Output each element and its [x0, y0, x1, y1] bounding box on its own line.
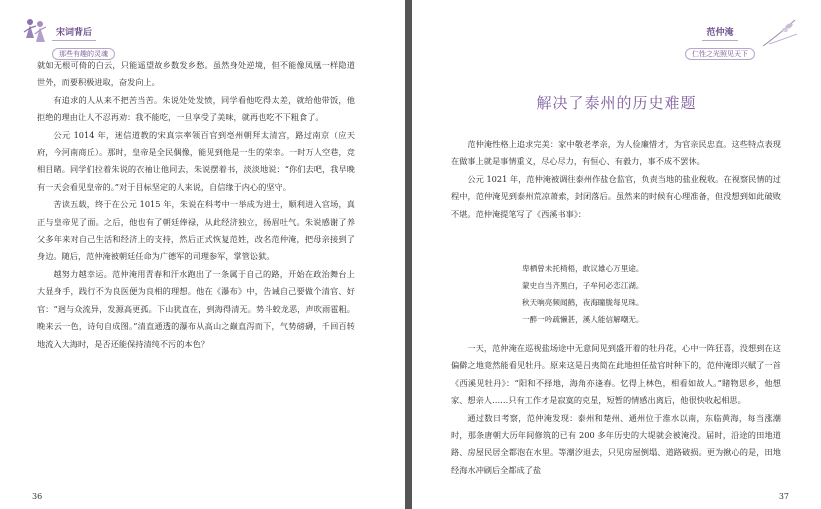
- paragraph: 有追求的人从来不把苦当苦。朱说处处发愤，同学看他吃得太差，就给他带饭，他拒绝的理由让人不忍再劝：我不能吃，一旦享受了美味，就再也吃不下粗食了。: [37, 94, 355, 123]
- poem-line: 一醉一吟疏懒甚，溪人能信解嘲无。: [522, 315, 644, 324]
- chapter-title: 解决了泰州的历史难题: [536, 94, 697, 112]
- paragraph: 苦读五载，终于在公元 1015 年，朱说在科考中一举成为进士，顺利进入官场，真正与皇帝见了面。之后，他也有了朝廷俸禄，从此经济独立，扬眉吐气。朱说感谢了养父多年来对自己生活和经济上的支持，然后正式恢复范姓，改名范仲淹，把母亲接到了身边。随后，范仲淹被朝廷任命为广德军的司理参军，掌管讼狱。: [37, 199, 355, 262]
- paragraph: 一天，范仲淹在巡视盐场途中无意间见到盛开着的牡丹花，心中一阵狂喜，没想到在这偏僻之地竟然能看见牡丹。原来这是吕夷简在此地担任盐官时种下的，范仲淹即兴赋了一首《西溪见牡丹》：“阳和不择地，海角亦逢春。忆得上林色，相看如故人。”睹物思乡，他想家、想亲人……只有工作才是寂寞的克星，短暂的情感出离后，他很快收起相思。: [451, 343, 781, 406]
- paragraph: 通过数日考察，范仲淹发现：泰州和楚州、通州位于淮水以南，东临黄海，每当涨潮时，那条唐朝大历年间修筑的已有 200 多年历史的大堤就会被淹没。届时，沿途的田地道路、房屋民居全都泡在水里。等潮汐退去，只见房屋倒塌、道路破损。更为揪心的是，田地经海水冲刷后全都成了盐: [451, 412, 781, 475]
- book-spine: [405, 0, 412, 509]
- left-header-subtitle: 那些有趣的灵魂: [52, 48, 115, 60]
- paragraph: 就如无根可倚的白云，只能遥望故乡数发乡愁。虽然身处逆境，但不能像凤凰一样隐道世外，而要积极进取，奋发向上。: [37, 60, 355, 88]
- poem-line: 秋天响亮频闻鹤，夜海瞳胧每见珠。: [522, 298, 644, 307]
- paragraph: 公元 1021 年，范仲淹被调往泰州作盐仓监官，负责当地的盐业税收。在视察民情的过程中，范仲淹见到泰州荒凉萧索，封闭落后。虽然来的时候有心理准备，但没想到如此破败不堪。范仲淹提笔写了《西溪书事》：: [451, 173, 781, 219]
- dancing-figures-icon: [22, 16, 48, 50]
- right-header: [649, 16, 799, 58]
- paragraph: 公元 1014 年，迷信道教的宋真宗率领百官到亳州朝拜太清宫，路过南京（应天府，今河南商丘）。那时，皇帝是全民偶像，能见到他是一生的荣幸。一时万人空巷，竞相目睹。同学们拉着朱说的衣袖让他同去，朱说摆着书，淡淡地说：“你们去吧，我早晚有一天会看见皇帝的。”对于目标坚定的人来说，自信缘于内心的坚守。: [37, 129, 355, 192]
- left-body-text: [37, 57, 355, 353]
- paragraph: 范仲淹性格上追求完美：家中敬老孝亲，为人俭廉惜才，为官亲民忠直。这些特点表现在做事上就是事情重义，尽心尽力，有恒心、有毅力，事不成不罢休。: [451, 139, 781, 167]
- left-page: [0, 0, 405, 509]
- left-header-title: 宋词背后: [52, 27, 96, 41]
- right-header-subtitle: 仁性之光照见天下: [685, 48, 755, 60]
- right-page: [412, 0, 821, 509]
- right-body-text-bottom: [451, 340, 781, 479]
- left-header: [22, 16, 152, 58]
- page-number-right: 37: [778, 492, 789, 501]
- right-header-title: 范仲淹: [702, 27, 737, 41]
- orchid-flower-icon: [759, 16, 799, 50]
- poem: [522, 260, 722, 328]
- page-number-left: 36: [32, 492, 43, 501]
- right-body-text-top: [451, 136, 781, 223]
- poem-line: 蒙史自当齐黑白，子牟何必恋江湖。: [522, 281, 644, 290]
- paragraph: 越努力越幸运。范仲淹用青春和汗水跑出了一条属于自己的路，开始在政治舞台上大显身手，践行不为良医便为良相的理想。他在《瀑布》中，告诫自己要做个清官、好官：“迥与众流异，发源高更孤。下山犹直在，到海得清无。势斗蛟龙恶，声吹雨雹粗。晚来云一色，诗句自成图。”清直通透的瀑布从高山之巅直泻而下，气势磅礴，千回百转地流入大海时，是否还能保持清纯不污的本色？: [37, 268, 355, 349]
- poem-line: 卑栖曾未托椅梧，敢议雄心万里途。: [522, 264, 644, 273]
